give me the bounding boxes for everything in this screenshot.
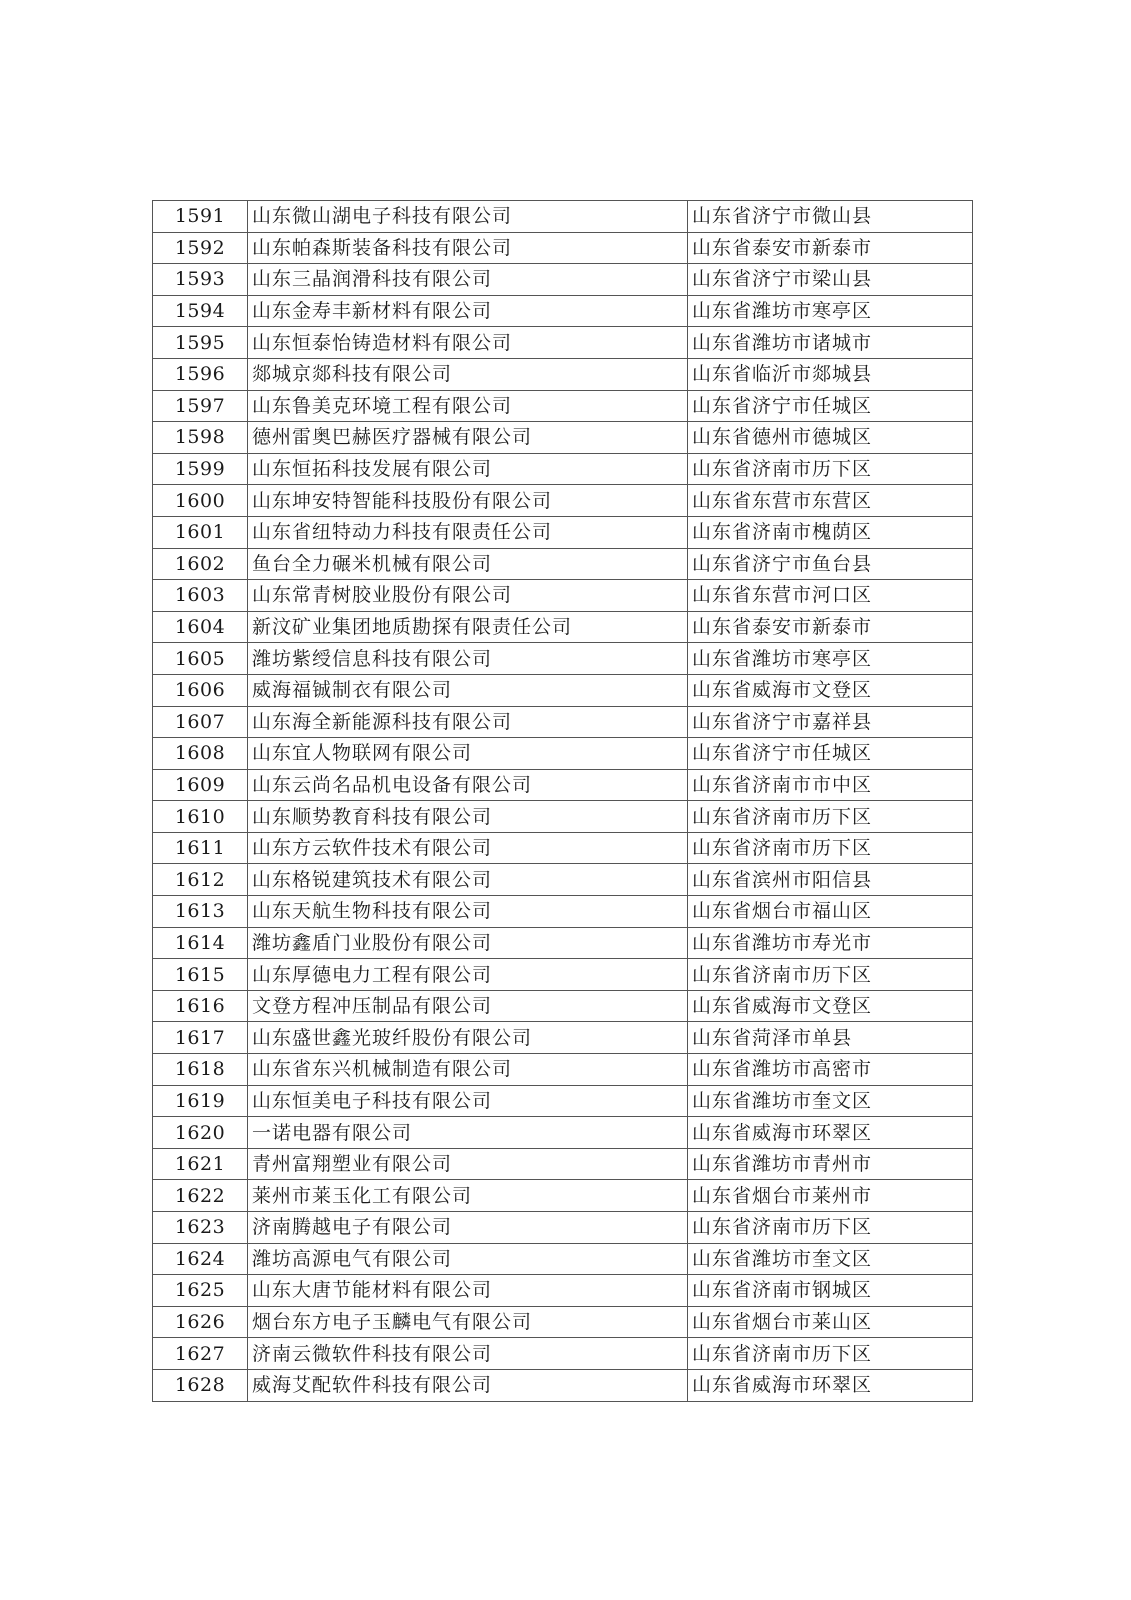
table-row	[153, 1054, 973, 1086]
table-row	[153, 422, 973, 454]
seq-cell: 1608	[153, 738, 248, 770]
region-cell: 山东省东营市河口区	[688, 580, 973, 612]
company-name-cell: 山东方云软件技术有限公司	[248, 832, 688, 864]
region-cell: 山东省济南市历下区	[688, 453, 973, 485]
table-row	[153, 706, 973, 738]
seq-cell: 1606	[153, 674, 248, 706]
region-cell: 山东省潍坊市诸城市	[688, 327, 973, 359]
seq-cell: 1625	[153, 1275, 248, 1307]
region-cell: 山东省潍坊市奎文区	[688, 1085, 973, 1117]
seq-cell: 1597	[153, 390, 248, 422]
seq-cell: 1592	[153, 232, 248, 264]
region-cell: 山东省济南市历下区	[688, 801, 973, 833]
table-row	[153, 358, 973, 390]
table-row	[153, 927, 973, 959]
region-cell: 山东省潍坊市寒亭区	[688, 295, 973, 327]
seq-cell: 1615	[153, 959, 248, 991]
region-cell: 山东省威海市文登区	[688, 990, 973, 1022]
table-row	[153, 201, 973, 233]
table-row	[153, 990, 973, 1022]
table-row	[153, 327, 973, 359]
company-name-cell: 山东大唐节能材料有限公司	[248, 1275, 688, 1307]
seq-cell: 1601	[153, 516, 248, 548]
seq-cell: 1607	[153, 706, 248, 738]
seq-cell: 1628	[153, 1369, 248, 1401]
seq-cell: 1617	[153, 1022, 248, 1054]
table-row	[153, 1243, 973, 1275]
company-name-cell: 山东常青树胶业股份有限公司	[248, 580, 688, 612]
seq-cell: 1596	[153, 358, 248, 390]
company-name-cell: 济南云微软件科技有限公司	[248, 1338, 688, 1370]
seq-cell: 1591	[153, 201, 248, 233]
seq-cell: 1598	[153, 422, 248, 454]
company-name-cell: 德州雷奥巴赫医疗器械有限公司	[248, 422, 688, 454]
company-name-cell: 山东坤安特智能科技股份有限公司	[248, 485, 688, 517]
table-row	[153, 1180, 973, 1212]
company-name-cell: 山东鲁美克环境工程有限公司	[248, 390, 688, 422]
region-cell: 山东省东营市东营区	[688, 485, 973, 517]
table-row	[153, 864, 973, 896]
region-cell: 山东省泰安市新泰市	[688, 611, 973, 643]
table-row	[153, 1148, 973, 1180]
company-name-cell: 山东宜人物联网有限公司	[248, 738, 688, 770]
table-row	[153, 295, 973, 327]
region-cell: 山东省临沂市郯城县	[688, 358, 973, 390]
region-cell: 山东省烟台市福山区	[688, 896, 973, 928]
company-name-cell: 潍坊鑫盾门业股份有限公司	[248, 927, 688, 959]
seq-cell: 1595	[153, 327, 248, 359]
company-name-cell: 山东顺势教育科技有限公司	[248, 801, 688, 833]
table-row	[153, 453, 973, 485]
company-name-cell: 文登方程冲压制品有限公司	[248, 990, 688, 1022]
table-row	[153, 801, 973, 833]
company-name-cell: 山东恒美电子科技有限公司	[248, 1085, 688, 1117]
company-name-cell: 威海艾配软件科技有限公司	[248, 1369, 688, 1401]
table-row	[153, 1338, 973, 1370]
region-cell: 山东省威海市文登区	[688, 674, 973, 706]
region-cell: 山东省菏泽市单县	[688, 1022, 973, 1054]
region-cell: 山东省济宁市鱼台县	[688, 548, 973, 580]
table-row	[153, 1085, 973, 1117]
company-name-cell: 郯城京郯科技有限公司	[248, 358, 688, 390]
table-row	[153, 580, 973, 612]
table-row	[153, 264, 973, 296]
table-row	[153, 1212, 973, 1244]
region-cell: 山东省潍坊市青州市	[688, 1148, 973, 1180]
company-name-cell: 山东云尚名品机电设备有限公司	[248, 769, 688, 801]
region-cell: 山东省济宁市任城区	[688, 738, 973, 770]
company-name-cell: 山东帕森斯装备科技有限公司	[248, 232, 688, 264]
company-list-table	[152, 200, 973, 1402]
company-name-cell: 山东微山湖电子科技有限公司	[248, 201, 688, 233]
region-cell: 山东省济南市历下区	[688, 1338, 973, 1370]
seq-cell: 1605	[153, 643, 248, 675]
table-row	[153, 674, 973, 706]
seq-cell: 1602	[153, 548, 248, 580]
seq-cell: 1619	[153, 1085, 248, 1117]
region-cell: 山东省威海市环翠区	[688, 1117, 973, 1149]
region-cell: 山东省潍坊市寒亭区	[688, 643, 973, 675]
seq-cell: 1610	[153, 801, 248, 833]
company-name-cell: 青州富翔塑业有限公司	[248, 1148, 688, 1180]
seq-cell: 1614	[153, 927, 248, 959]
seq-cell: 1594	[153, 295, 248, 327]
company-name-cell: 山东天航生物科技有限公司	[248, 896, 688, 928]
region-cell: 山东省德州市德城区	[688, 422, 973, 454]
table-row	[153, 769, 973, 801]
seq-cell: 1604	[153, 611, 248, 643]
table-row	[153, 1117, 973, 1149]
company-name-cell: 山东海全新能源科技有限公司	[248, 706, 688, 738]
region-cell: 山东省济南市钢城区	[688, 1275, 973, 1307]
region-cell: 山东省济宁市任城区	[688, 390, 973, 422]
seq-cell: 1618	[153, 1054, 248, 1086]
table-row	[153, 1022, 973, 1054]
company-name-cell: 山东三晶润滑科技有限公司	[248, 264, 688, 296]
company-name-cell: 山东厚德电力工程有限公司	[248, 959, 688, 991]
company-name-cell: 鱼台全力碾米机械有限公司	[248, 548, 688, 580]
table-row	[153, 611, 973, 643]
company-name-cell: 山东金寿丰新材料有限公司	[248, 295, 688, 327]
region-cell: 山东省潍坊市奎文区	[688, 1243, 973, 1275]
company-name-cell: 济南腾越电子有限公司	[248, 1212, 688, 1244]
region-cell: 山东省滨州市阳信县	[688, 864, 973, 896]
company-name-cell: 新汶矿业集团地质勘探有限责任公司	[248, 611, 688, 643]
company-name-cell: 山东盛世鑫光玻纤股份有限公司	[248, 1022, 688, 1054]
seq-cell: 1626	[153, 1306, 248, 1338]
seq-cell: 1622	[153, 1180, 248, 1212]
seq-cell: 1613	[153, 896, 248, 928]
seq-cell: 1627	[153, 1338, 248, 1370]
seq-cell: 1623	[153, 1212, 248, 1244]
region-cell: 山东省泰安市新泰市	[688, 232, 973, 264]
region-cell: 山东省济南市历下区	[688, 959, 973, 991]
company-name-cell: 一诺电器有限公司	[248, 1117, 688, 1149]
company-name-cell: 山东省纽特动力科技有限责任公司	[248, 516, 688, 548]
region-cell: 山东省济宁市梁山县	[688, 264, 973, 296]
region-cell: 山东省济宁市微山县	[688, 201, 973, 233]
seq-cell: 1611	[153, 832, 248, 864]
seq-cell: 1620	[153, 1117, 248, 1149]
company-name-cell: 山东恒拓科技发展有限公司	[248, 453, 688, 485]
region-cell: 山东省烟台市莱山区	[688, 1306, 973, 1338]
region-cell: 山东省济宁市嘉祥县	[688, 706, 973, 738]
table-row	[153, 516, 973, 548]
table-row	[153, 1306, 973, 1338]
region-cell: 山东省济南市历下区	[688, 832, 973, 864]
company-name-cell: 莱州市莱玉化工有限公司	[248, 1180, 688, 1212]
region-cell: 山东省威海市环翠区	[688, 1369, 973, 1401]
table-row	[153, 896, 973, 928]
seq-cell: 1593	[153, 264, 248, 296]
table-row	[153, 1275, 973, 1307]
table-body	[153, 201, 973, 1402]
region-cell: 山东省潍坊市寿光市	[688, 927, 973, 959]
region-cell: 山东省济南市市中区	[688, 769, 973, 801]
table-row	[153, 485, 973, 517]
company-name-cell: 山东省东兴机械制造有限公司	[248, 1054, 688, 1086]
company-name-cell: 山东格锐建筑技术有限公司	[248, 864, 688, 896]
company-name-cell: 烟台东方电子玉麟电气有限公司	[248, 1306, 688, 1338]
seq-cell: 1624	[153, 1243, 248, 1275]
region-cell: 山东省烟台市莱州市	[688, 1180, 973, 1212]
seq-cell: 1603	[153, 580, 248, 612]
company-name-cell: 山东恒泰怡铸造材料有限公司	[248, 327, 688, 359]
region-cell: 山东省济南市槐荫区	[688, 516, 973, 548]
table-row	[153, 643, 973, 675]
seq-cell: 1600	[153, 485, 248, 517]
table-row	[153, 390, 973, 422]
company-name-cell: 潍坊高源电气有限公司	[248, 1243, 688, 1275]
company-name-cell: 潍坊紫绶信息科技有限公司	[248, 643, 688, 675]
table-row	[153, 738, 973, 770]
table-row	[153, 832, 973, 864]
table-row	[153, 1369, 973, 1401]
seq-cell: 1621	[153, 1148, 248, 1180]
table-row	[153, 959, 973, 991]
region-cell: 山东省潍坊市高密市	[688, 1054, 973, 1086]
seq-cell: 1609	[153, 769, 248, 801]
seq-cell: 1612	[153, 864, 248, 896]
seq-cell: 1616	[153, 990, 248, 1022]
company-name-cell: 威海福铖制衣有限公司	[248, 674, 688, 706]
region-cell: 山东省济南市历下区	[688, 1212, 973, 1244]
seq-cell: 1599	[153, 453, 248, 485]
table-row	[153, 232, 973, 264]
table-row	[153, 548, 973, 580]
